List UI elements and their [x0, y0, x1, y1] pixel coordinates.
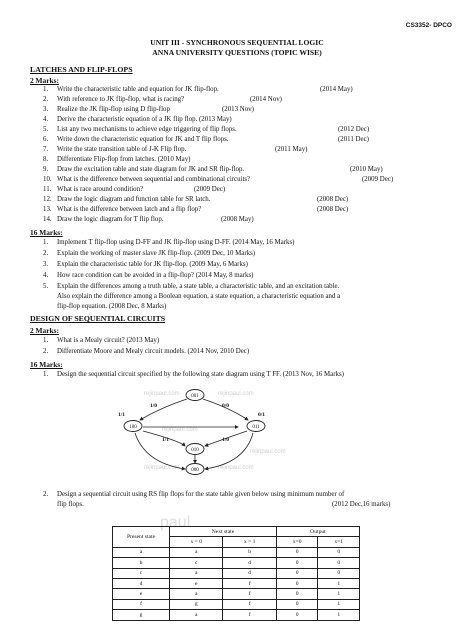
sixteen-marks-label: 16 Marks:: [30, 228, 63, 237]
svg-text:100: 100: [129, 425, 137, 430]
header-out-x1: x=1: [318, 537, 360, 547]
two-marks-label: 2 Marks:: [30, 76, 59, 85]
header-out-x0: x=0: [276, 537, 318, 547]
section-heading-latches: LATCHES AND FLIP-FLOPS: [30, 65, 133, 74]
table-row: c a d 0 0: [113, 568, 360, 578]
state-diagram: [100, 383, 370, 475]
two-marks-label: 2 Marks:: [30, 326, 59, 335]
header-output: Output: [276, 527, 359, 537]
header-x0: x = 0: [170, 537, 223, 547]
svg-text:1/0: 1/0: [222, 437, 230, 443]
transitions: [135, 399, 253, 469]
svg-text:0/1: 0/1: [258, 412, 266, 418]
header-present-state: Present state: [113, 527, 170, 548]
svg-text:001: 001: [191, 394, 199, 399]
table-row: e a f 0 1: [113, 589, 360, 599]
table-row: d e f 0 1: [113, 578, 360, 588]
table-row: g a f 0 1: [113, 610, 360, 620]
table-row: a a b 0 0: [113, 547, 360, 557]
table-row: f g f 0 1: [113, 599, 360, 609]
svg-text:010: 010: [191, 448, 199, 453]
svg-text:rejinpaul.com: rejinpaul.com: [162, 427, 198, 433]
watermark-logo: paul: [160, 514, 191, 531]
svg-text:rejinpaul.com: rejinpaul.com: [218, 465, 254, 471]
subtitle: ANNA UNIVERSITY QUESTIONS (TOPIC WISE): [152, 48, 322, 57]
svg-text:1/1: 1/1: [162, 437, 170, 443]
svg-text:1/0: 1/0: [150, 403, 158, 409]
svg-text:rejinpaul.com: rejinpaul.com: [144, 465, 180, 471]
svg-text:rejinpaul.com: rejinpaul.com: [144, 391, 180, 397]
section-heading-design: DESIGN OF SEQUENTIAL CIRCUITS: [30, 314, 166, 323]
state-table: [112, 526, 360, 621]
document-page: CS3352- DPCO UNIT III - SYNCHRONOUS SEQUENTIAL LOGIC ANNA UNIVERSITY QUESTIONS (TOPIC WISE) LATCHES AND FLIP-FLOPS 2 Marks: 1. Write the characteristic table and equation for JK flip-flop. (2014 May) 2. With reference to JK flip-flop, what is racing? (2014 Nov) 3. Realize the JK flip-flop using D flip-flop (2013 Nov) 4. Derive the characteristic equation of a JK flip flop. (2013 May) 5. List any two mechanisms to achieve edge triggering of flip flops. (2012 Dec) 6. Write down the characteristic equation for JK and T flip flops. (2011 Dec) 7. Write the state transition table of J-K Flip flop. (2011 May) 8. Differentiate Flip-flop from latches. (2010 May) 9. Draw the excitation table and state diagram for JK and SR flip-flop. (2010 May) 10. What is the difference between sequential and combinational circuits? (2009 Dec) 11. What is race around condition? (2009 Dec) 12. Draw the logic diagram and function table for SR latch. (2008 Dec) 13. What is the difference between latch and a flip flop? (2008 Dec) 14. Draw the logic diagram for T flip flop. (2008 May) 16 Marks: 1. Implement T flip-flop using D-FF and JK flip-flop using D-FF. (2014 May, 16 Marks) 2. Explain the working of master slave JK flip-flop. (2009 Dec, 10 Marks) 3. Explain the characteristic table for JK flip-flop. (2009 May, 6 Marks) 4. How race condition can be avoided in a flip-flop? (2014 May, 8 marks) 5. Explain the differences among a truth table, a state table, a characteristic table, and an excitation table. Also explain the difference among a Boolean equation, a state equation, a characteristic equation and a flip-flop equation. (2008 Dec, 8 Marks) DESIGN OF SEQUENTIAL CIRCUITS 2 Marks: 1. What is a Mealy circuit? (2013 May) 2. Differentiate Moore and Mealy circuit models. (2014 Nov, 2010 Dec) 16 Marks: 1. Design the sequential circuit specified by the following state diagram using T FF. (2013 Nov, 16 Marks) rejinpaul.com rejinpaul.com rejinpaul.com rejinpaul.com rejinpaul.com rejinpaul.com 001 100 011 010 000 1/0 0/0 1/1 0/1 1/1 1/0 2. Design a sequential circuit using RS flip flops for the state table given below using minimum number of flip flops. (2012 Dec,16 marks) paul Present state Next state Output x = 0 x = 1 x=0 x=1 a a b 0 0 b c d 0 0 c a d 0 0 d e f 0 1 e a f 0 1 f g f 0 1 g a f 0 1: [0, 0, 474, 632]
svg-text:1/1: 1/1: [118, 412, 126, 418]
sixteen-marks-label: 16 Marks:: [30, 360, 63, 369]
header-x1: x = 1: [223, 537, 276, 547]
svg-text:011: 011: [252, 425, 260, 430]
table-row: b c d 0 0: [113, 558, 360, 568]
unit-title: UNIT III - SYNCHRONOUS SEQUENTIAL LOGIC: [150, 38, 324, 47]
course-code: CS3352- DPCO: [405, 22, 452, 29]
svg-text:0/0: 0/0: [222, 403, 230, 409]
svg-text:rejinpaul.com: rejinpaul.com: [250, 449, 286, 455]
header-next-state: Next state: [170, 527, 277, 537]
svg-text:rejinpaul.com: rejinpaul.com: [218, 391, 254, 397]
svg-text:000: 000: [191, 468, 199, 473]
